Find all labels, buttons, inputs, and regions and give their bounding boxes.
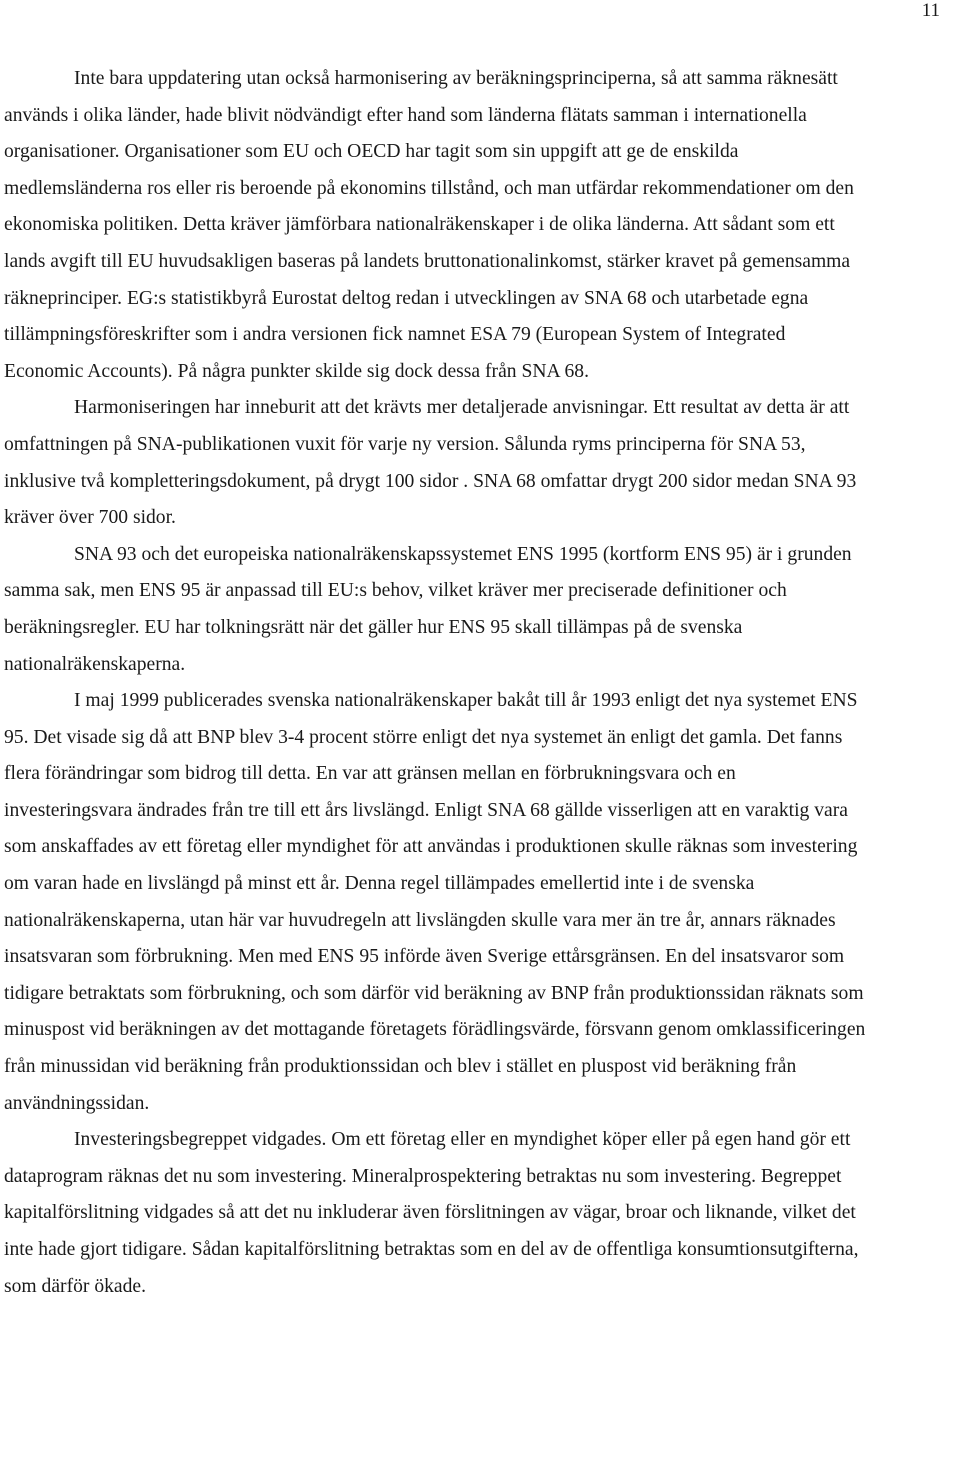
paragraph-harmonisering: Inte bara uppdatering utan också harmonisering av beräkningsprinciperna, så att samma räknesätt används i olika länder, hade blivit nödvändigt efter hand som länderna flätats samman i internationella organisationer. Organisationer som EU och OECD har tagit som sin uppgift att ge de enskilda medlemsländerna ros eller ris beroende på ekonomins tillstånd, och man utfärdar rekommendationer om den ekonomiska politiken. Detta kräver jämförbara nationalräkenskaper i de olika länderna. Att sådant som ett lands avgift till EU huvudsakligen baseras på landets bruttonationalinkomst, stärker kravet på gemensamma räkneprinciper. EG:s statistikbyrå Eurostat deltog redan i utvecklingen av SNA 68 och utarbetade egna tillämpningsföreskrifter som i andra versionen fick namnet ESA 79 (European System of Integrated Economic Accounts). På några punkter skilde sig dock dessa från SNA 68. <box>4 68 854 382</box>
paragraph-investeringsbegrepp: Investeringsbegreppet vidgades. Om ett företag eller en myndighet köper eller på egen hand gör ett dataprogram räknas det nu som investering. Mineralprospektering betraktas nu som investering. Begreppet kapitalförslitning vidgades så att det nu inkluderar även förslitningen av vägar, broar och liknande, vilket det inte hade gjort tidigare. Sådan kapitalförslitning betraktas som en del av de offentliga konsumtionsutgifterna, som därför ökade. <box>4 1129 859 1297</box>
paragraph-anvisningar: Harmoniseringen har inneburit att det krävts mer detaljerade anvisningar. Ett resultat av detta är att omfattningen på SNA-publikationen vuxit för varje ny version. Sålunda ryms principerna för SNA 53, inklusive två kompletteringsdokument, på drygt 100 sidor . SNA 68 omfattar drygt 200 sidor medan SNA 93 kräver över 700 sidor. <box>4 397 857 529</box>
page-number: 11 <box>921 0 940 21</box>
paragraph-bnp-revidering: I maj 1999 publicerades svenska nationalräkenskaper bakåt till år 1993 enligt det nya systemet ENS 95. Det visade sig då att BNP blev 3-4 procent större enligt det nya systemet än enligt det gamla. Det fanns flera förändringar som bidrog till detta. En var att gränsen mellan en förbrukningsvara och en investeringsvara ändrades från tre till ett års livslängd. Enligt SNA 68 gällde visserligen att en varaktig vara som anskaffades av ett företag eller myndighet för att användas i produktionen skulle räknas som investering om varan hade en livslängd på minst ett år. Denna regel tillämpades emellertid inte i de svenska nationalräkenskaperna, utan här var huvudregeln att livslängden skulle vara mer än tre år, annars räknades insatsvaran som förbrukning. Men med ENS 95 införde även Sverige ettårsgränsen. En del insatsvaror som tidigare betraktats som förbrukning, och som därför vid beräkning av BNP från produktionssidan räknats som minuspost vid beräkningen av det mottagande företagets förädlingsvärde, försvann genom omklassificeringen från minussidan vid beräkning från produktionssidan och blev i stället en pluspost vid beräkning från användningssidan. <box>4 690 866 1114</box>
body-text <box>4 61 866 1305</box>
paragraph-sna93-ens95: SNA 93 och det europeiska nationalräkenskapssystemet ENS 1995 (kortform ENS 95) är i grunden samma sak, men ENS 95 är anpassad till EU:s behov, vilket kräver mer preciserade definitioner och beräkningsregler. EU har tolkningsrätt när det gäller hur ENS 95 skall tillämpas på de svenska nationalräkenskaperna. <box>4 543 852 675</box>
